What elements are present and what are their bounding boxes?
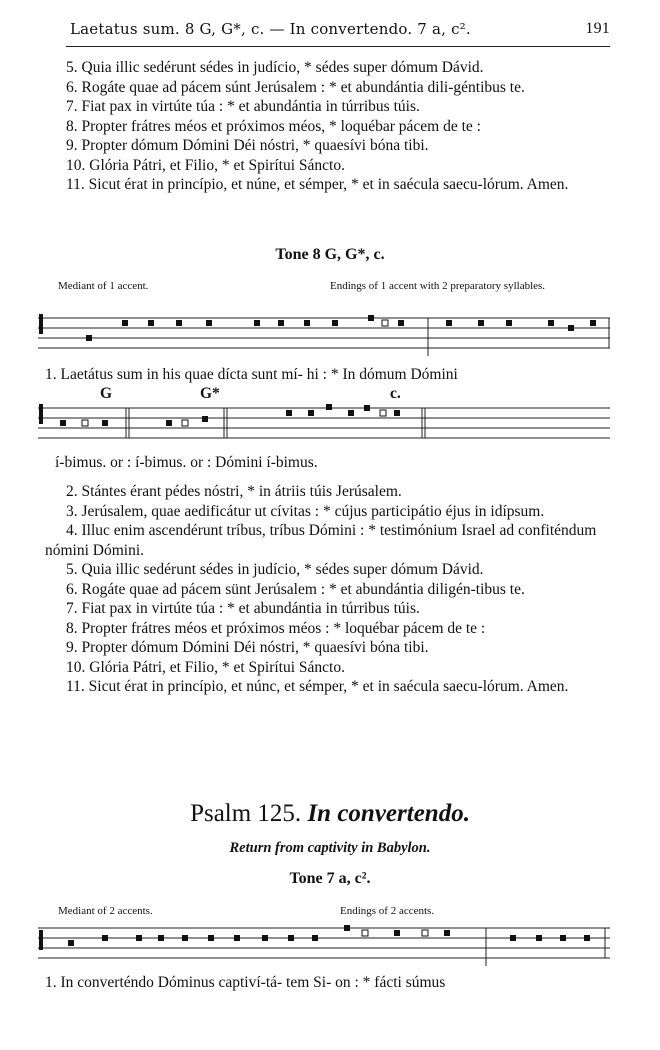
header-rule: [66, 46, 610, 47]
verses-block-1: [45, 58, 609, 195]
verse: 2. Stántes érant pédes nóstri, * in átriis túis Jerúsalem.: [66, 483, 402, 500]
tone-8-heading: Tone 8 G, G*, c.: [275, 246, 385, 263]
running-title: Laetatus sum. 8 G, G*, c. — In convertendo. 7 a, c².: [70, 20, 471, 38]
mediant-label: Mediant of 1 accent.: [58, 280, 149, 292]
verse: 5. Quia illic sedérunt sédes in judício, * sédes super dómum Dávid.: [66, 59, 484, 76]
verse: 8. Propter frátres méos et próximos méos : * loquébar pácem de te :: [66, 619, 486, 637]
verse: 11. Sicut érat in princípio, et núne, et sémper, * et in saécula saecu-lórum. Amen.: [66, 176, 569, 193]
psalm-125-verse-1: 1. In converténdo Dóminus captiví-tá- tem Si- on : * fácti súmus: [45, 974, 446, 991]
tone-7-staff: [38, 922, 610, 968]
ending-letter-c: c.: [390, 385, 401, 402]
tone-8-endings-staff: [38, 402, 610, 450]
verse: 10. Glória Pátri, et Filio, * et Spirítui Sáncto.: [66, 658, 345, 676]
endings-label-7: Endings of 2 accents.: [340, 905, 435, 917]
verse: 4. Illuc enim ascendérunt tríbus, tríbus Dómini : * testimónium Israel ad confiténdum nómini Dómini.: [45, 522, 597, 559]
psalm-number: Psalm 125.: [190, 800, 302, 827]
verse: 7. Fiat pax in virtúte túa : * et abundántia in túrribus túis.: [66, 98, 420, 115]
tone-8-staff: [38, 312, 610, 360]
page-number: 191: [585, 20, 610, 37]
psalm-subtitle: Return from captivity in Babylon.: [229, 840, 431, 856]
mediant-label-7: Mediant of 2 accents.: [58, 905, 153, 917]
tone-7-heading: Tone 7 a, c².: [289, 870, 371, 887]
tone-8-endings-text: í-bimus. or : í-bimus. or : Dómini í-bimus.: [55, 454, 318, 471]
running-header: [70, 20, 610, 42]
psalm-title: [0, 800, 660, 828]
verse: 11. Sicut érat in princípio, et núnc, et sémper, * et in saécula saecu-lórum. Amen.: [66, 678, 569, 695]
verse: 7. Fiat pax in virtúte túa : * et abundántia in túrribus túis.: [66, 600, 420, 617]
verse: 9. Propter dómum Dómini Déi nóstri, * quaesívi bóna tibi.: [66, 639, 429, 656]
verse: 6. Rogáte quae ad pácem sünt Jerúsalem : * et abundántia diligén-tibus te.: [66, 580, 525, 598]
verse: 8. Propter frátres méos et próximos méos, * loquébar pácem de te :: [66, 117, 481, 135]
ending-letter-g: G: [100, 385, 113, 402]
verse: 6. Rogáte quae ad pácem súnt Jerúsalem : * et abundántia dili-géntibus te.: [66, 78, 525, 96]
endings-label: Endings of 1 accent with 2 preparatory syllables.: [330, 280, 546, 292]
psalm-incipit: In convertendo.: [307, 800, 470, 827]
tone-8-verse-1: 1. Laetátus sum in his quae dícta sunt mí- hi : * In dómum Dómini: [45, 366, 458, 383]
verse: 9. Propter dómum Dómini Déi nóstri, * quaesívi bóna tibi.: [66, 137, 429, 154]
ending-letter-g-star: G*: [200, 385, 220, 402]
verse: 3. Jerúsalem, quae aedificátur ut cívitas : * cújus participátio éjus in idípsum.: [66, 502, 545, 520]
verse: 5. Quia illic sedérunt sédes in judício, * sédes super dómum Dávid.: [66, 561, 484, 578]
verses-block-2: [45, 482, 609, 697]
verse: 10. Glória Pátri, et Filio, * et Spirítui Sáncto.: [66, 156, 345, 174]
